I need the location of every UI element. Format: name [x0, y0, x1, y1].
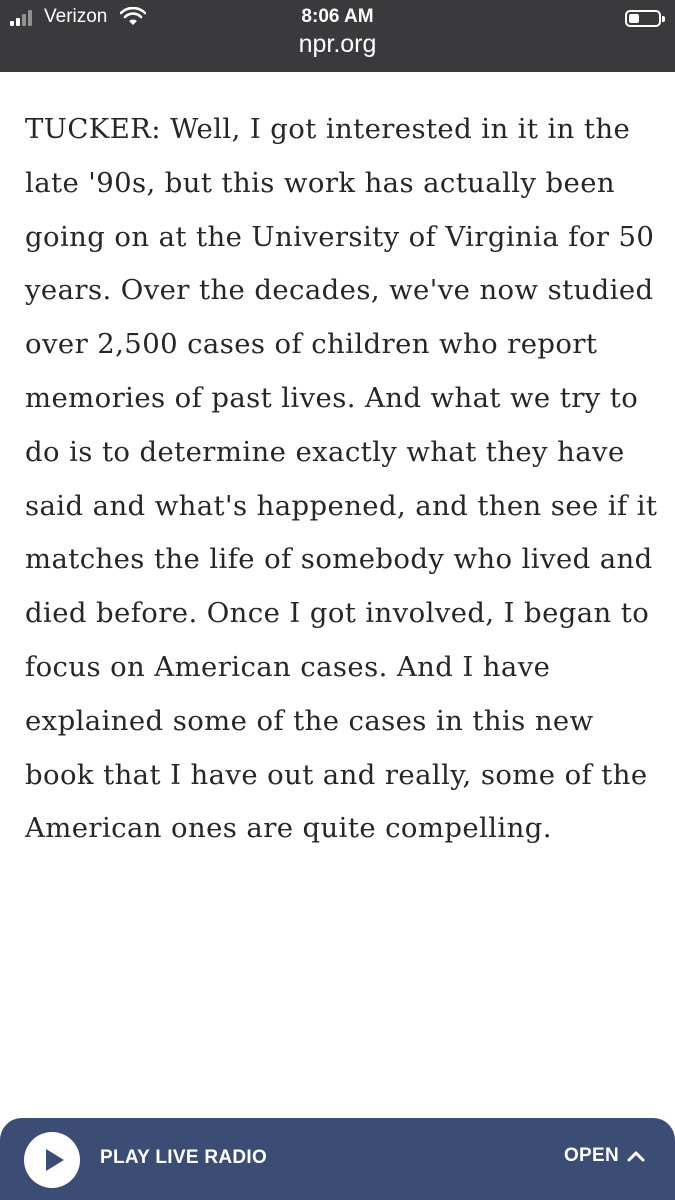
carrier-name: Verizon [44, 6, 108, 27]
open-player-button[interactable] [564, 1145, 645, 1167]
open-label: OPEN [563, 1145, 619, 1166]
battery-icon [625, 10, 661, 27]
status-time: 8:06 AM [301, 6, 374, 27]
status-bar [0, 4, 675, 30]
article-body [25, 103, 665, 856]
live-radio-player-bar [0, 1118, 675, 1200]
play-button[interactable] [24, 1132, 80, 1188]
browser-top-bar [0, 0, 675, 72]
chevron-up-icon [627, 1150, 645, 1162]
address-bar-url[interactable]: npr.org [298, 30, 377, 58]
transcript-paragraph: TUCKER: Well, I got interested in it in the late '90s, but this work has actually been going on at the University of Virginia for 50 years. Over the decades, we've now studied over 2,500 cases of children who report memories of past lives. And what we try to do is to determine exactly what they have said and what's happened, and then see if it matches the life of somebody who lived and died before. Once I got involved, I began to focus on American cases. And I have explained some of the cases in this new book that I have out and really, some of the American ones are quite compelling. [25, 113, 658, 845]
play-live-radio-label[interactable]: PLAY LIVE RADIO [100, 1147, 268, 1168]
play-icon [24, 1132, 80, 1188]
